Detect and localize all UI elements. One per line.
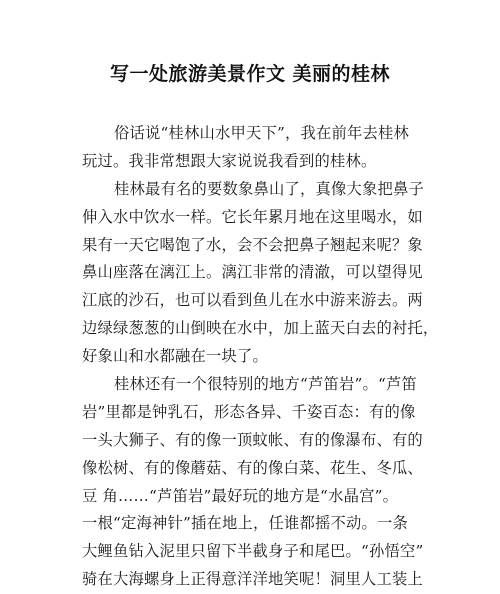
paragraph-line: 一根“定海神针”插在地上，任谁都摇不动。一条 bbox=[82, 514, 408, 533]
article-body bbox=[82, 120, 439, 594]
paragraph-line: 桂林最有名的要数象鼻山了，真像大象把鼻子 bbox=[114, 179, 424, 198]
paragraph-line: 俗话说“桂林山水甲天下”，我在前年去桂林 bbox=[114, 124, 409, 142]
paragraph-line: 果有一天它喝饱了水，会不会把鼻子翘起来呢？象 bbox=[82, 235, 423, 254]
paragraph-line: 玩过。我非常想跟大家说说我看到的桂林。 bbox=[82, 151, 377, 170]
paragraph-line: 桂林还有一个很特别的地方“芦笛岩”。“芦笛 bbox=[114, 375, 418, 394]
article-title: 写一处旅游美景作文 美丽的桂林 bbox=[109, 63, 391, 85]
paragraph-line: 豆 角……“芦笛岩”最好玩的地方是“水晶宫”。 bbox=[82, 486, 399, 505]
paragraph-line: 像松树、有的像蘑菇、有的像白菜、花生、冬瓜、 bbox=[82, 458, 423, 477]
paragraph-line: 边绿绿葱葱的山倒映在水中，加上蓝天白去的衬托， bbox=[82, 319, 439, 338]
paragraph-line: 岩”里都是钟乳石，形态各异、千姿百态：有的像 bbox=[82, 402, 416, 421]
paragraph-line: 江底的沙石，也可以看到鱼儿在水中游来游去。两 bbox=[82, 291, 423, 310]
paragraph-line: 大鲤鱼钻入泥里只留下半截身子和尾巴。“孙悟空” bbox=[82, 542, 424, 561]
paragraph-line: 一头大狮子、有的像一顶蚊帐、有的像瀑布、有的 bbox=[82, 430, 423, 449]
paragraph-line: 骑在大海螺身上正得意洋洋地笑呢！洞里人工装上 bbox=[82, 570, 423, 589]
paragraph-line: 好象山和水都融在一块了。 bbox=[82, 347, 268, 366]
paragraph-line: 鼻山座落在漓江上。漓江非常的清澈，可以望得见 bbox=[82, 263, 423, 282]
paragraph-line: 伸入水中饮水一样。它长年累月地在这里喝水，如 bbox=[82, 207, 423, 226]
